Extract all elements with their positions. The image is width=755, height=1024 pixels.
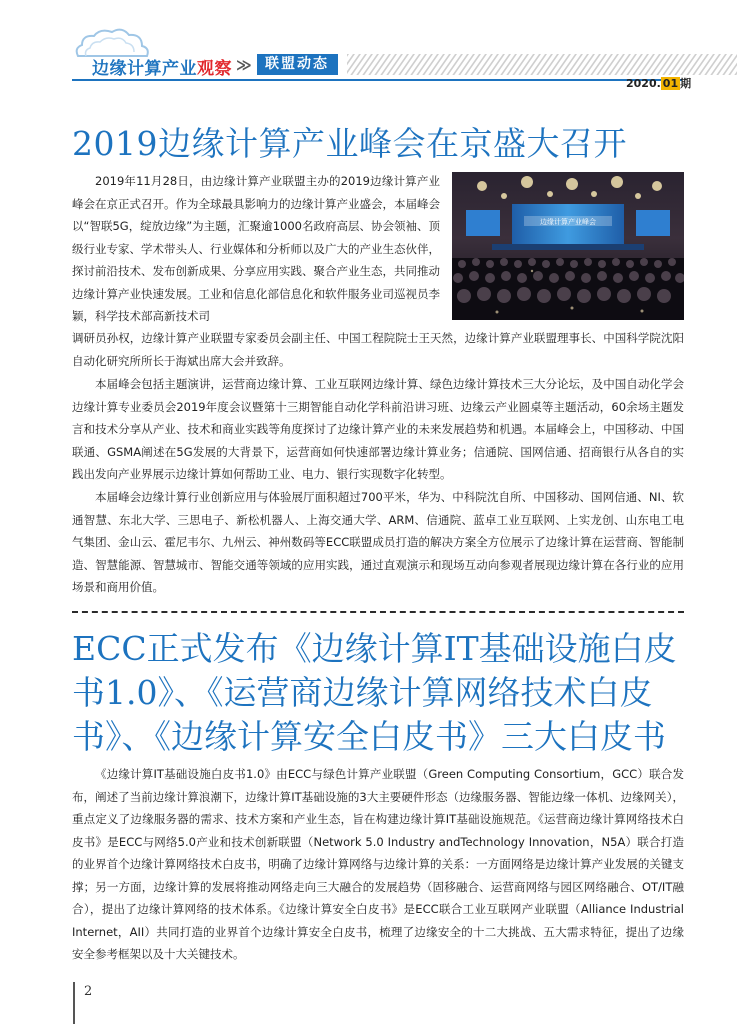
page-number: 2 [84,984,93,999]
issue-label: 2020. 01 期 [626,77,692,90]
footer-rule [73,982,75,1024]
summit-photo [452,172,684,320]
article-paragraph: 《边缘计算IT基础设施白皮书1.0》由ECC与绿色计算产业联盟（Green Computing Consortium，GCC）联合发布，阐述了当前边缘计算浪潮下，边缘计算IT基础设施的3大主要硬件形态（边缘服务器、智能边缘一体机、边缘网关），重点定义了边缘服务器的需求、技术方案和产业生态，旨在构建边缘计算IT基础设施规范。《运营商边缘计算网络技术白皮书》是ECC与网络5.0产业和技术创新联盟（Network 5.0 Industry andTechnology Innovation，N5A）联合打造的业界首个边缘计算网络技术白皮书，明确了边缘计算网络与边缘计算的关系：一方面网络是边缘计算产业发展的关键支撑；另一方面，边缘计算的发展将推动网络走向三大融合的发展趋势（固移融合、运营商网络与园区网络融合、OT/IT融合），提出了边缘计算网络的技术体系。《边缘计算安全白皮书》是ECC联合工业互联网产业联盟（Alliance Industrial Internet，AII）共同打造的业界首个边缘计算安全白皮书，梳理了边缘安全的十二大挑战、五大需求特征，提出了边缘安全参考框架以及十大关键技术。 [72,767,684,961]
header-rule [72,79,682,81]
article-title: ECC正式发布《边缘计算IT基础设施白皮 书1.0》、《运营商边缘计算网络技术白皮 书》、《边缘计算安全白皮书》三大白皮书 [72,629,677,756]
section-divider [72,611,684,613]
article-paragraph: 本届峰会边缘计算行业创新应用与体验展厅面积超过700平米，华为、中科院沈自所、中国移动、国网信通、NI、软通智慧、东北大学、三思电子、新松机器人、上海交通大学、ARM、信通院、蓝卓工业互联网、上实龙创、山东电工电气集团、金山云、霍尼韦尔、九州云、神州数码等ECC联盟成员打造的解决方案全方位展示了边缘计算在运营商、智能制造、智慧能源、智慧城市、智能交通等领域的应用实践，通过直观演示和现场互动向参观者展现边缘计算在各行业的应用场景和商用价值。 [72,490,684,594]
article-paragraph: 2019年11月28日，由边缘计算产业联盟主办的2019边缘计算产业峰会在京正式召开。作为全球最具影响力的边缘计算产业盛会，本届峰会以“智联5G，绽放边缘”为主题，汇聚逾1000名政府高层、协会领袖、顶级行业专家、学术带头人、行业媒体和分析师以及广大的产业生态伙伴，探讨前沿技术、发布创新成果、分享应用实践、聚合产业生态，共同推动边缘计算产业快速发展。工业和信息化部信息化和软件服务业司巡视员李颖，科学技术部高新技术司 [72,174,440,323]
stage-screen-text: 边缘计算产业峰会 [540,218,596,226]
header-stripe-band [347,54,737,75]
magazine-title: 边缘计算产业观察 [92,59,232,79]
section-label: 联盟动态 [257,54,338,75]
article-paragraph-continued: 调研员孙权，边缘计算产业联盟专家委员会副主任、中国工程院院士王天然，边缘计算产业联盟理事长、中国科学院沈阳自动化研究所所长于海斌出席大会并致辞。 [72,331,684,368]
article-paragraph: 本届峰会包括主题演讲，运营商边缘计算、工业互联网边缘计算、绿色边缘计算技术三大分论坛，及中国自动化学会边缘计算专业委员会2019年度会议暨第十三期智能自动化学科前沿讲习班、边缘云产业圆桌等主题活动，60余场主题发言和技术分享从产业、技术和商业实践等角度探讨了边缘计算产业的未来发展趋势和机遇。本届峰会上，中国移动、中国联通、GSMA阐述在5G发展的大背景下，运营商如何快速部署边缘计算业务；信通院、国网信通、招商银行从各自的实践出发向产业界展示边缘计算如何帮助工业、电力、银行实现数字化转型。 [72,377,684,481]
article-title: 2019边缘计算产业峰会在京盛大召开 [72,124,627,163]
double-chevron-icon: ≫ [236,56,248,74]
page-header [0,0,755,95]
